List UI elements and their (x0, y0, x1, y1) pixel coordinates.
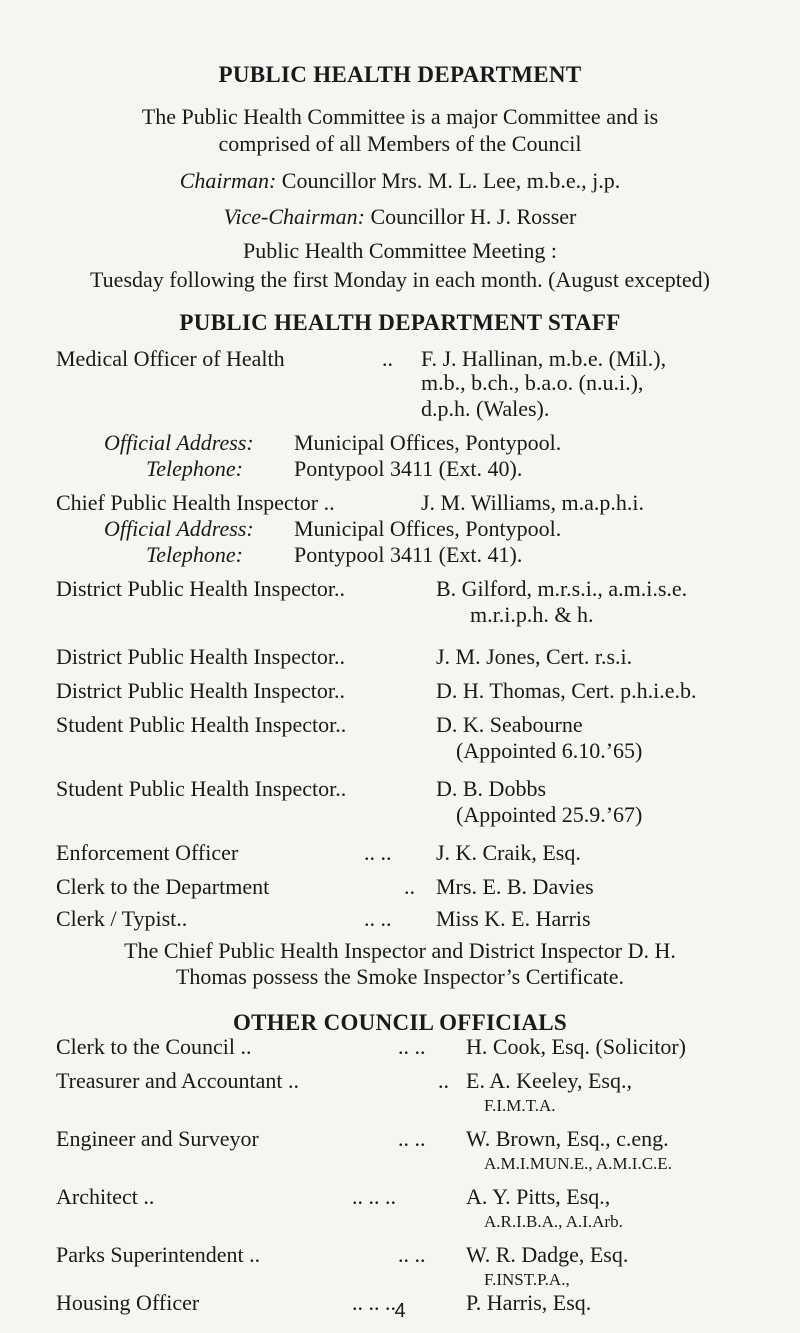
official-value: P. Harris, Esq. (466, 1290, 592, 1315)
official-value: A. Y. Pitts, Esq., (466, 1184, 611, 1209)
staff-value: B. Gilford, m.r.s.i., a.m.i.s.e. (436, 576, 688, 601)
cphi-address-label: Official Address: (104, 516, 254, 541)
staff-value: Mrs. E. B. Davies (436, 874, 594, 899)
meeting-value: Tuesday following the first Monday in each month. (August excepted) (90, 267, 710, 292)
staff-label: District Public Health Inspector.. (56, 678, 345, 703)
staff-label: Enforcement Officer (56, 840, 239, 865)
intro-line-1: The Public Health Committee is a major Committee and is (141, 104, 659, 129)
staff-dots: .. .. (364, 906, 392, 931)
meeting-label: Public Health Committee Meeting : (242, 238, 558, 263)
official-label: Clerk to the Council .. (56, 1034, 252, 1059)
official-label: Engineer and Surveyor (56, 1126, 259, 1151)
chairman-line (0, 168, 800, 194)
moh-telephone-value: Pontypool 3411 (Ext. 40). (294, 456, 523, 481)
note-line-2: Thomas possess the Smoke Inspector’s Certificate. (175, 964, 625, 989)
staff-sub: m.r.i.p.h. & h. (470, 602, 594, 627)
moh-value-2: m.b., b.ch., b.a.o. (n.u.i.), (421, 370, 644, 395)
official-dots: .. .. (398, 1126, 426, 1151)
official-value: H. Cook, Esq. (Solicitor) (466, 1034, 686, 1059)
staff-label: District Public Health Inspector.. (56, 576, 345, 601)
staff-label: Student Public Health Inspector.. (56, 712, 347, 737)
official-dots: .. .. (398, 1034, 426, 1059)
official-dots: .. .. (398, 1242, 426, 1267)
official-label: Architect .. (56, 1184, 155, 1209)
chairman-label: Chairman: (179, 168, 277, 193)
moh-address-label: Official Address: (104, 430, 254, 455)
vice-chairman-label: Vice-Chairman: (223, 204, 365, 229)
officials-heading: OTHER COUNCIL OFFICIALS (232, 1010, 568, 1035)
official-value: W. Brown, Esq., c.eng. (466, 1126, 669, 1151)
staff-dots: .. (404, 874, 415, 899)
moh-label: Medical Officer of Health (56, 346, 285, 371)
vice-chairman-value: Councillor H. J. Rosser (370, 204, 577, 229)
cphi-address-value: Municipal Offices, Pontypool. (294, 516, 562, 541)
moh-address-value: Municipal Offices, Pontypool. (294, 430, 562, 455)
vice-chairman-line (0, 204, 800, 230)
staff-value: D. H. Thomas, Cert. p.h.i.e.b. (436, 678, 697, 703)
staff-sub: (Appointed 6.10.’65) (456, 738, 643, 763)
moh-telephone-label: Telephone: (146, 456, 243, 481)
chairman-value: Councillor Mrs. M. L. Lee, m.b.e., j.p. (281, 168, 621, 193)
cphi-telephone-value: Pontypool 3411 (Ext. 41). (294, 542, 523, 567)
moh-dots: .. (382, 346, 393, 371)
cphi-value: J. M. Williams, m.a.p.h.i. (421, 490, 644, 515)
staff-label: Clerk to the Department (56, 874, 270, 899)
official-label: Housing Officer (56, 1290, 200, 1315)
staff-value: D. K. Seabourne (436, 712, 583, 737)
official-label: Treasurer and Accountant .. (56, 1068, 299, 1093)
staff-value: J. M. Jones, Cert. r.s.i. (436, 644, 633, 669)
staff-value: Miss K. E. Harris (436, 906, 591, 931)
note-line-1: The Chief Public Health Inspector and District Inspector D. H. (124, 938, 676, 963)
staff-value: D. B. Dobbs (436, 776, 547, 801)
official-dots: .. (438, 1068, 449, 1093)
moh-value-3: d.p.h. (Wales). (421, 396, 550, 421)
official-value: E. A. Keeley, Esq., (466, 1068, 632, 1093)
staff-value: J. K. Craik, Esq. (436, 840, 581, 865)
official-dots: .. .. .. (352, 1290, 396, 1315)
official-sub: A.M.I.MUN.E., A.M.I.C.E. (484, 1154, 672, 1173)
staff-label: Student Public Health Inspector.. (56, 776, 347, 801)
official-value: W. R. Dadge, Esq. (466, 1242, 629, 1267)
page-number: 4 (394, 1300, 406, 1322)
official-sub: F.INST.P.A., (484, 1270, 570, 1289)
staff-dots: .. .. (364, 840, 392, 865)
staff-heading: PUBLIC HEALTH DEPARTMENT STAFF (179, 310, 621, 335)
moh-value: F. J. Hallinan, m.b.e. (Mil.), (421, 346, 667, 371)
staff-label: District Public Health Inspector.. (56, 644, 345, 669)
intro-line-2: comprised of all Members of the Council (218, 131, 582, 156)
official-sub: A.R.I.B.A., A.I.Arb. (484, 1212, 623, 1231)
official-dots: .. .. .. (352, 1184, 396, 1209)
page-title: PUBLIC HEALTH DEPARTMENT (218, 62, 582, 87)
staff-label: Clerk / Typist.. (56, 906, 188, 931)
official-label: Parks Superintendent .. (56, 1242, 261, 1267)
official-sub: F.I.M.T.A. (484, 1096, 556, 1115)
staff-sub: (Appointed 25.9.’67) (456, 802, 643, 827)
cphi-telephone-label: Telephone: (146, 542, 243, 567)
cphi-label: Chief Public Health Inspector .. (56, 490, 335, 515)
